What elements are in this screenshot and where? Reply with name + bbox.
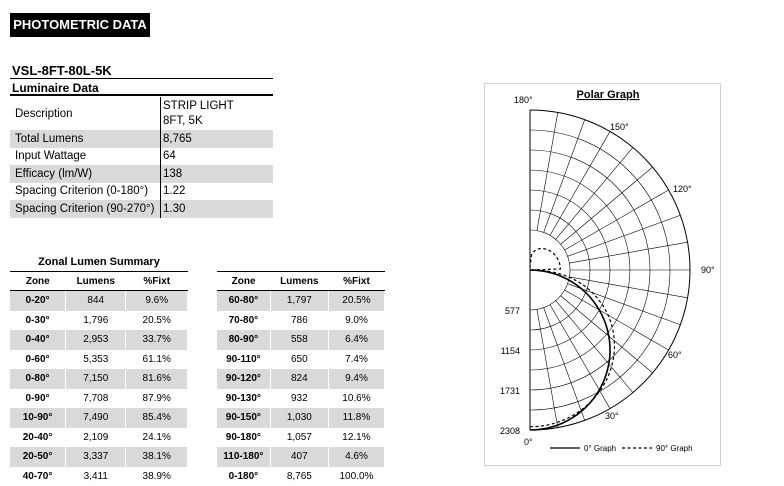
zone-cell: 0-80° xyxy=(10,369,66,389)
percent-cell: 20.5% xyxy=(328,291,384,311)
percent-cell: 85.4% xyxy=(126,408,188,428)
radial-label: 1731 xyxy=(500,386,520,396)
lumens-cell: 3,411 xyxy=(66,467,126,486)
percent-cell: 9.4% xyxy=(328,369,384,389)
angle-label: 120° xyxy=(673,184,692,194)
angle-label: 30° xyxy=(605,411,619,421)
zone-cell: 80-90° xyxy=(217,330,270,350)
angle-label: 0° xyxy=(524,437,533,447)
lumens-cell: 8,765 xyxy=(270,467,328,486)
lumens-cell: 1,057 xyxy=(270,428,328,448)
percent-cell: 20.5% xyxy=(126,311,188,331)
zone-cell: 0-40° xyxy=(10,330,66,350)
lumens-cell: 7,150 xyxy=(66,369,126,389)
lumens-cell: 2,109 xyxy=(66,428,126,448)
row-value: 8,765 xyxy=(161,130,274,148)
column-header: Zone xyxy=(10,272,66,291)
zone-cell: 90-120° xyxy=(217,369,270,389)
zone-cell: 0-30° xyxy=(10,311,66,331)
percent-cell: 81.6% xyxy=(126,369,188,389)
grid-spoke xyxy=(565,190,669,250)
column-header: Lumens xyxy=(270,272,328,291)
curve-0-degree xyxy=(530,270,610,430)
polar-labels xyxy=(500,95,715,447)
lumens-cell: 7,708 xyxy=(66,389,126,409)
lumens-cell: 824 xyxy=(270,369,328,389)
percent-cell: 4.6% xyxy=(328,447,384,467)
lumens-cell: 1,030 xyxy=(270,408,328,428)
zone-cell: 0-90° xyxy=(10,389,66,409)
row-label: Spacing Criterion (0-180°) xyxy=(10,183,161,201)
percent-cell: 9.0% xyxy=(328,311,384,331)
radial-label: 2308 xyxy=(500,426,520,436)
percent-cell: 38.9% xyxy=(126,467,188,486)
zone-cell: 60-80° xyxy=(217,291,270,311)
angle-label: 180° xyxy=(514,95,533,105)
percent-cell: 87.9% xyxy=(126,389,188,409)
column-header: Lumens xyxy=(66,272,126,291)
row-value: 1.30 xyxy=(161,200,274,218)
row-value: 1.22 xyxy=(161,183,274,201)
polar-graph-title: Polar Graph xyxy=(577,89,640,101)
lumens-cell: 407 xyxy=(270,447,328,467)
zone-cell: 90-110° xyxy=(217,350,270,370)
zone-cell: 40-70° xyxy=(10,467,66,486)
lumens-cell: 1,797 xyxy=(270,291,328,311)
lumens-cell: 844 xyxy=(66,291,126,311)
column-header: %Fixt xyxy=(328,272,384,291)
lumens-cell: 2,953 xyxy=(66,330,126,350)
zone-cell: 20-50° xyxy=(10,447,66,467)
zone-cell: 90-150° xyxy=(217,408,270,428)
angle-label: 150° xyxy=(610,122,629,132)
percent-cell: 12.1% xyxy=(328,428,384,448)
grid-spoke xyxy=(544,120,585,233)
model-number: VSL-8FT-80L-5K xyxy=(12,63,112,78)
percent-cell: 11.8% xyxy=(328,408,384,428)
percent-cell: 10.6% xyxy=(328,389,384,409)
percent-cell: 61.1% xyxy=(126,350,188,370)
lumens-cell: 1,796 xyxy=(66,311,126,331)
description-line: 8FT, 5K xyxy=(163,114,273,129)
grid-spoke xyxy=(550,131,610,235)
percent-cell: 38.1% xyxy=(126,447,188,467)
grid-spoke xyxy=(544,308,585,421)
zone-cell: 0-60° xyxy=(10,350,66,370)
percent-cell: 9.6% xyxy=(126,291,188,311)
luminaire-data-title: Luminaire Data xyxy=(10,78,273,96)
lumens-cell: 932 xyxy=(270,389,328,409)
percent-cell: 24.1% xyxy=(126,428,188,448)
radial-label: 577 xyxy=(505,306,520,316)
grid-spoke xyxy=(568,215,681,256)
zone-cell: 20-40° xyxy=(10,428,66,448)
page-banner: PHOTOMETRIC DATA xyxy=(10,13,150,37)
lumens-cell: 650 xyxy=(270,350,328,370)
row-label: Efficacy (lm/W) xyxy=(10,165,161,183)
lumens-cell: 3,337 xyxy=(66,447,126,467)
row-value: 138 xyxy=(161,165,274,183)
row-value: 64 xyxy=(161,148,274,166)
row-label: Description xyxy=(10,97,161,130)
legend-0-label: 0° Graph xyxy=(584,444,616,453)
column-header: %Fixt xyxy=(126,272,188,291)
percent-cell: 100.0% xyxy=(328,467,384,486)
lumens-cell: 5,353 xyxy=(66,350,126,370)
row-label: Total Lumens xyxy=(10,130,161,148)
polar-legend xyxy=(550,444,693,453)
angle-label: 60° xyxy=(668,350,682,360)
lumens-cell: 558 xyxy=(270,330,328,350)
row-label: Input Wattage xyxy=(10,148,161,166)
grid-spoke xyxy=(568,284,681,325)
lumens-cell: 7,490 xyxy=(66,408,126,428)
angle-label: 90° xyxy=(701,265,715,275)
percent-cell: 33.7% xyxy=(126,330,188,350)
zone-cell: 0-20° xyxy=(10,291,66,311)
polar-grid xyxy=(530,110,690,430)
radial-label: 1154 xyxy=(501,346,520,356)
legend-90-label: 90° Graph xyxy=(656,444,693,453)
zonal-summary-title: Zonal Lumen Summary xyxy=(10,256,188,268)
grid-spoke xyxy=(550,305,610,409)
row-label: Spacing Criterion (90-270°) xyxy=(10,200,161,218)
lumens-cell: 786 xyxy=(270,311,328,331)
description-line: STRIP LIGHT xyxy=(163,99,273,114)
zone-cell: 10-90° xyxy=(10,408,66,428)
percent-cell: 6.4% xyxy=(328,330,384,350)
zone-cell: 0-180° xyxy=(217,467,270,486)
percent-cell: 7.4% xyxy=(328,350,384,370)
zone-cell: 90-130° xyxy=(217,389,270,409)
zone-cell: 90-180° xyxy=(217,428,270,448)
zone-cell: 110-180° xyxy=(217,447,270,467)
grid-spoke xyxy=(565,290,669,350)
zone-cell: 70-80° xyxy=(217,311,270,331)
column-header: Zone xyxy=(217,272,270,291)
